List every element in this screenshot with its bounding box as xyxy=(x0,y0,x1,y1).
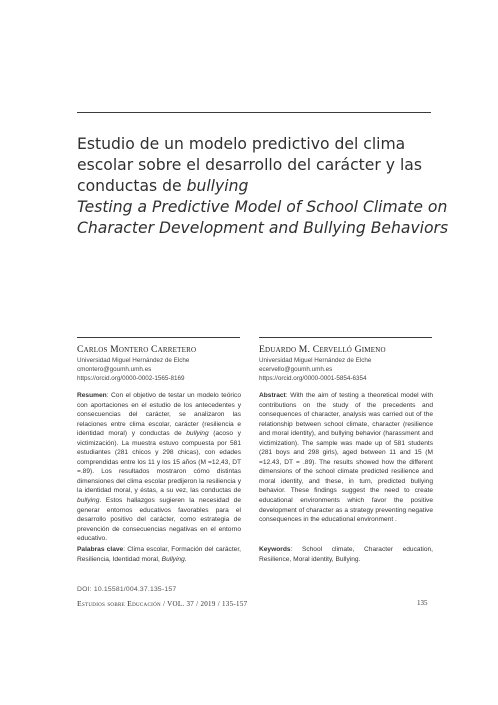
palabras-clave-text: : Clima escolar, Formación del carácter, Resiliencia, Identidad moral, xyxy=(77,546,241,563)
author-orcid[interactable]: https://orcid.org/0000-0002-1565-8169 xyxy=(77,375,185,383)
article-title xyxy=(77,134,449,239)
author-rule-left xyxy=(77,337,240,338)
keywords-paragraph xyxy=(259,545,433,564)
abstract-label: Abstract xyxy=(259,392,286,399)
title-en-line-2: Character Development and Bullying Behaviors xyxy=(77,219,449,237)
author-affiliation: Universidad Miguel Hernández de Elche xyxy=(259,357,372,364)
palabras-clave-italic: Bullying xyxy=(161,555,185,563)
author-affiliation: Universidad Miguel Hernández de Elche xyxy=(77,357,190,364)
author-email[interactable]: ecervello@goumh.umh.es xyxy=(259,366,333,374)
doi[interactable]: DOI: 10.15581/004.37.135-157 xyxy=(77,586,177,593)
resumen-paragraph xyxy=(77,391,241,544)
resumen-text-1: : Con el objetivo de testar un modelo teórico con aportaciones en el estudio de los antecedentes y consecuencias del carácter, se analizaron las relaciones entre clima escolar, carácter (resiliencia e identidad moral) y conductas de xyxy=(77,392,241,438)
author-name: Eduardo M. Cervelló Gimeno xyxy=(259,344,386,355)
journal-details: / VOL. 37 / 2019 / 135-157 xyxy=(160,600,248,608)
author-orcid[interactable]: https://orcid.org/0000-0001-5854-6354 xyxy=(259,375,367,383)
resumen-italic-2: bullying xyxy=(77,497,100,505)
palabras-clave-end: . xyxy=(184,555,187,563)
abstract-text: : With the aim of testing a theoretical model with contributions on the study of the precedents and consequences of character, analysis was carried out of the relationship between school climate, character (resilience and moral identity), and bullying behavior (harassment and victimization). The sample was made up of 581 students (281 boys and 298 girls), aged between 11 and 15 (M =12.43, DT = .89). The results showed how the different dimensions of the school climate predicted resilience and moral identity, and these, in turn, predicted bullying behavior. These findings suggest the need to create educational environments which favor the positive development of character as a strategy preventing negative consequences in the educational environment . xyxy=(259,392,433,524)
title-es-line-3-text: conductas de xyxy=(77,177,187,195)
palabras-clave-label: Palabras clave xyxy=(77,546,124,553)
author-rule-right xyxy=(259,337,432,338)
title-es-line-1: Estudio de un modelo predictivo del clima xyxy=(77,135,406,153)
title-es-bullying: bullying xyxy=(186,177,249,195)
keywords-label: Keywords xyxy=(259,546,291,553)
title-en-line-1: Testing a Predictive Model of School Climate on xyxy=(77,198,448,216)
abstract-paragraph xyxy=(259,391,433,525)
palabras-clave-paragraph xyxy=(77,545,241,564)
title-es-line-3 xyxy=(77,176,433,197)
footer-citation xyxy=(77,599,247,608)
resumen-label: Resumen xyxy=(77,392,107,399)
author-block-2 xyxy=(259,343,433,384)
resumen-text-2: (acoso y victimización). La muestra estuvo compuesta por 581 estudiantes (281 chicos y 298 chicas), con edades comprendidas entre los 11 y los 15 años (M =12,43, DT =.89). Los resultados mostraron cómo distintas dimensiones del clima escolar predijeron la resiliencia y la identidad moral, y éstas, a su vez, las conductas de xyxy=(77,430,241,495)
author-block-1 xyxy=(77,343,241,384)
journal-name: Estudios sobre Educación xyxy=(77,599,161,608)
author-name: Carlos Montero Carretero xyxy=(77,344,197,355)
keywords-text: : School climate, Character education, Resilience, Moral identity, Bullying. xyxy=(259,546,433,563)
title-es-line-2: escolar sobre el desarrollo del carácter y las xyxy=(77,156,422,174)
author-email[interactable]: cmontero@goumh.umh.es xyxy=(77,366,152,374)
resumen-italic-1: bullying xyxy=(186,430,209,438)
resumen-text-3: . Estos hallazgos sugieren la necesidad de generar entornos educativos favorables para el desarrollo positivo del carácter, como estrategia de prevención de consecuencias negativas en el entorno educativo. xyxy=(77,497,241,543)
page-number: 135 xyxy=(417,599,428,607)
top-rule xyxy=(77,112,431,113)
